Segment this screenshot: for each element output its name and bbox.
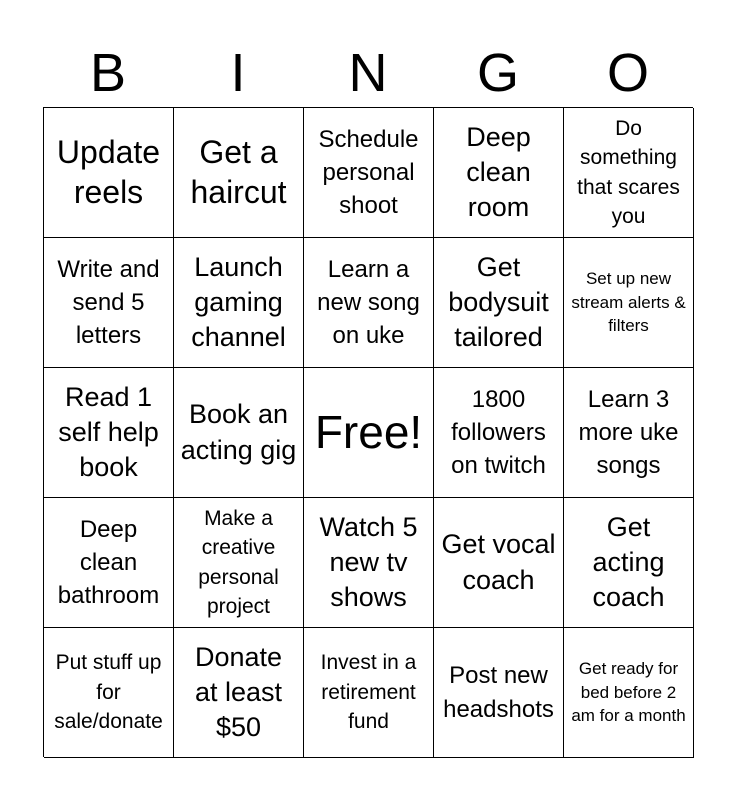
header-letter-g: G (476, 43, 519, 103)
bingo-cell-free[interactable] (304, 368, 434, 498)
cell-text: Deep clean bathroom (57, 515, 160, 610)
header-letter-b: B (89, 43, 127, 103)
cell-text: Schedule personal shoot (318, 125, 419, 220)
bingo-cell-r5c2[interactable] (174, 628, 304, 758)
bingo-cell-r3c5[interactable] (564, 368, 694, 498)
cell-text: Get vocal coach (441, 529, 556, 595)
cell-text: Do something that scares you (577, 116, 680, 228)
bingo-cell-r2c5[interactable] (564, 238, 694, 368)
bingo-cell-r4c2[interactable] (174, 498, 304, 628)
bingo-cell-r3c1[interactable] (44, 368, 174, 498)
cell-text: Watch 5 new tv shows (319, 511, 418, 613)
bingo-cell-r3c2[interactable] (174, 368, 304, 498)
bingo-cell-r5c4[interactable] (434, 628, 564, 758)
cell-text: Put stuff up for sale/donate (54, 651, 163, 734)
cell-text: Learn 3 more uke songs (578, 385, 679, 480)
bingo-cell-r1c5[interactable] (564, 108, 694, 238)
bingo-cell-r5c1[interactable] (44, 628, 174, 758)
bingo-cell-r3c4[interactable] (434, 368, 564, 498)
cell-text: Read 1 self help book (58, 381, 159, 483)
cell-text: Write and send 5 letters (57, 255, 160, 350)
bingo-header (43, 40, 693, 106)
bingo-cell-r1c1[interactable] (44, 108, 174, 238)
cell-text: Make a creative personal project (198, 506, 279, 618)
bingo-cell-r5c3[interactable] (304, 628, 434, 758)
header-letter-n: N (348, 43, 388, 103)
cell-text: Learn a new song on uke (317, 255, 420, 350)
header-letter-o: O (606, 43, 649, 103)
bingo-cell-r1c2[interactable] (174, 108, 304, 238)
bingo-cell-r4c3[interactable] (304, 498, 434, 628)
cell-text: Deep clean room (466, 121, 531, 223)
bingo-cell-r1c3[interactable] (304, 108, 434, 238)
header-letter-i: I (230, 43, 246, 103)
free-space-text: Free! (314, 405, 423, 458)
cell-text: Get ready for bed before 2 am for a month (571, 658, 686, 726)
bingo-cell-r4c1[interactable] (44, 498, 174, 628)
bingo-cell-r2c2[interactable] (174, 238, 304, 368)
cell-text: Post new headshots (443, 662, 554, 723)
cell-text: Update reels (56, 134, 161, 210)
bingo-cell-r1c4[interactable] (434, 108, 564, 238)
cell-text: Get acting coach (592, 511, 665, 613)
bingo-cell-r2c4[interactable] (434, 238, 564, 368)
bingo-cell-r2c3[interactable] (304, 238, 434, 368)
cell-text: Get a haircut (190, 134, 287, 210)
bingo-grid (43, 107, 693, 757)
cell-text: 1800 followers on twitch (451, 385, 546, 480)
bingo-cell-r4c5[interactable] (564, 498, 694, 628)
cell-text: Invest in a retirement fund (320, 651, 417, 734)
cell-text: Set up new stream alerts & filters (571, 268, 686, 336)
bingo-cell-r2c1[interactable] (44, 238, 174, 368)
cell-text: Book an acting gig (180, 399, 297, 465)
cell-text: Get bodysuit tailored (448, 251, 549, 353)
bingo-cell-r5c5[interactable] (564, 628, 694, 758)
bingo-cell-r4c4[interactable] (434, 498, 564, 628)
cell-text: Launch gaming channel (191, 251, 286, 353)
cell-text: Donate at least $50 (194, 641, 283, 743)
